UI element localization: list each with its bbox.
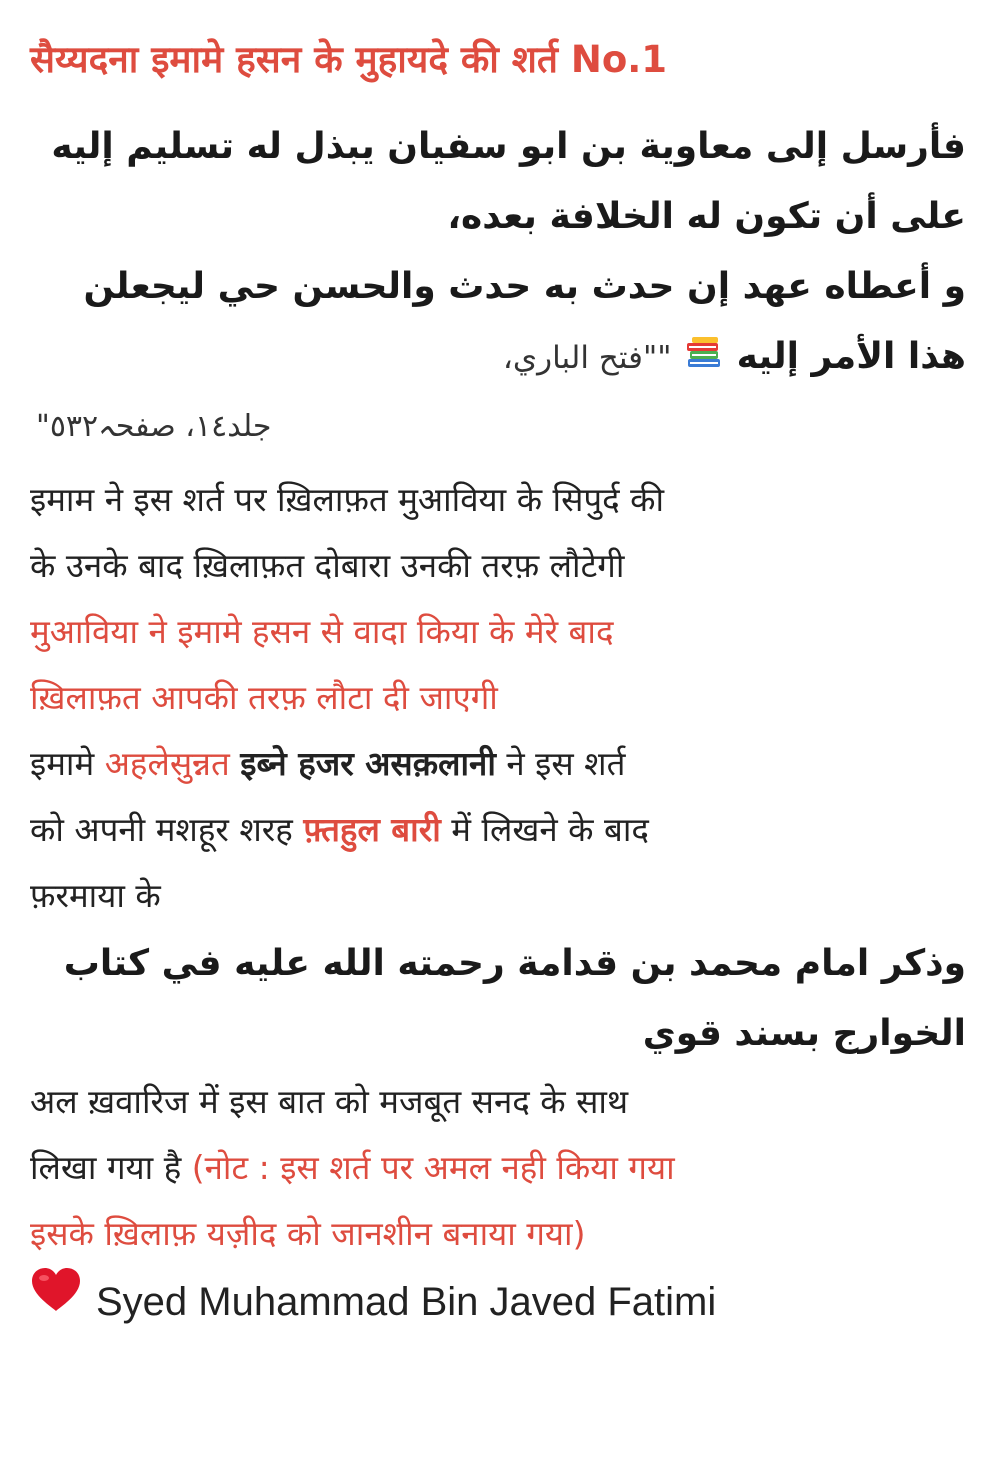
source-fath-al-bari: ""فتح الباري، — [502, 340, 672, 376]
arabic2-line-2: الخوارج بسند قوي — [642, 1013, 966, 1054]
signature-name: Syed Muhammad Bin Javed Fatimi — [96, 1280, 717, 1324]
heart-icon — [30, 1265, 82, 1335]
post-title: सैय्यदना इमामे हसन के मुहायदे की शर्त No.1 — [30, 38, 668, 81]
para4-line-3: इसके ख़िलाफ़ यज़ीद को जानशीन बनाया गया) — [30, 1214, 586, 1253]
para4-line-2 — [30, 1135, 966, 1201]
para3-text-2: ने इस शर्त — [495, 744, 626, 783]
arabic-quote — [30, 112, 966, 393]
para2-line-2: ख़िलाफ़त आपकी तरफ़ लौटा दी जाएगी — [30, 678, 498, 717]
para3-line-1 — [30, 731, 966, 797]
fathul-bari-text: फ़्तहुल बारी — [303, 810, 441, 849]
ahlesunnat-text: अहलेसुन्नत — [104, 744, 230, 783]
para2-line-1: मुआविया ने इमामे हसन से वादा किया के मेरे बाद — [30, 612, 614, 651]
para1-line-2: के उनके बाद ख़िलाफ़त दोबारा उनकी तरफ़ लौटेगी — [30, 546, 625, 585]
ibn-hajar-name: इब्ने हजर असक़लानी — [240, 744, 496, 783]
arabic-line-4 — [30, 322, 966, 393]
para3-space — [230, 744, 241, 783]
arabic-line-2: على أن تكون له الخلافة بعده، — [447, 196, 966, 237]
para3-line-2 — [30, 797, 966, 863]
arabic-line-1: فأرسل إلى معاوية بن ابو سفيان يبذل له تسليم إليه — [51, 126, 966, 167]
citation: جلد١٤، صفحہ٥٣٢" — [36, 409, 272, 444]
para4-line-1: अल ख़वारिज में इस बात को मजबूत सनद के साथ — [30, 1082, 629, 1121]
arabic-line-4-text: هذا الأمر إليه — [736, 336, 966, 377]
arabic-line-3: و أعطاه عهد إن حدث به حدث والحسن حي ليجعلن — [83, 266, 966, 307]
para3-line-3: फ़रमाया के — [30, 876, 161, 915]
para1-line-1: इमाम ने इस शर्त पर ख़िलाफ़त मुआविया के सिपुर्द की — [30, 480, 665, 519]
para3-text-4: में लिखने के बाद — [440, 810, 649, 849]
signature — [30, 1267, 966, 1339]
para3-text-3: को अपनी मशहूर शरह — [30, 810, 304, 849]
arabic2-line-1: وذكر امام محمد بن قدامة رحمته الله عليه في كتاب — [63, 943, 966, 984]
books-icon — [684, 323, 724, 393]
para4-plain: लिखा गया है — [30, 1148, 192, 1187]
para3-text: इमामे — [30, 744, 105, 783]
note-text: (नोट : इस शर्त पर अमल नही किया गया — [191, 1148, 675, 1187]
